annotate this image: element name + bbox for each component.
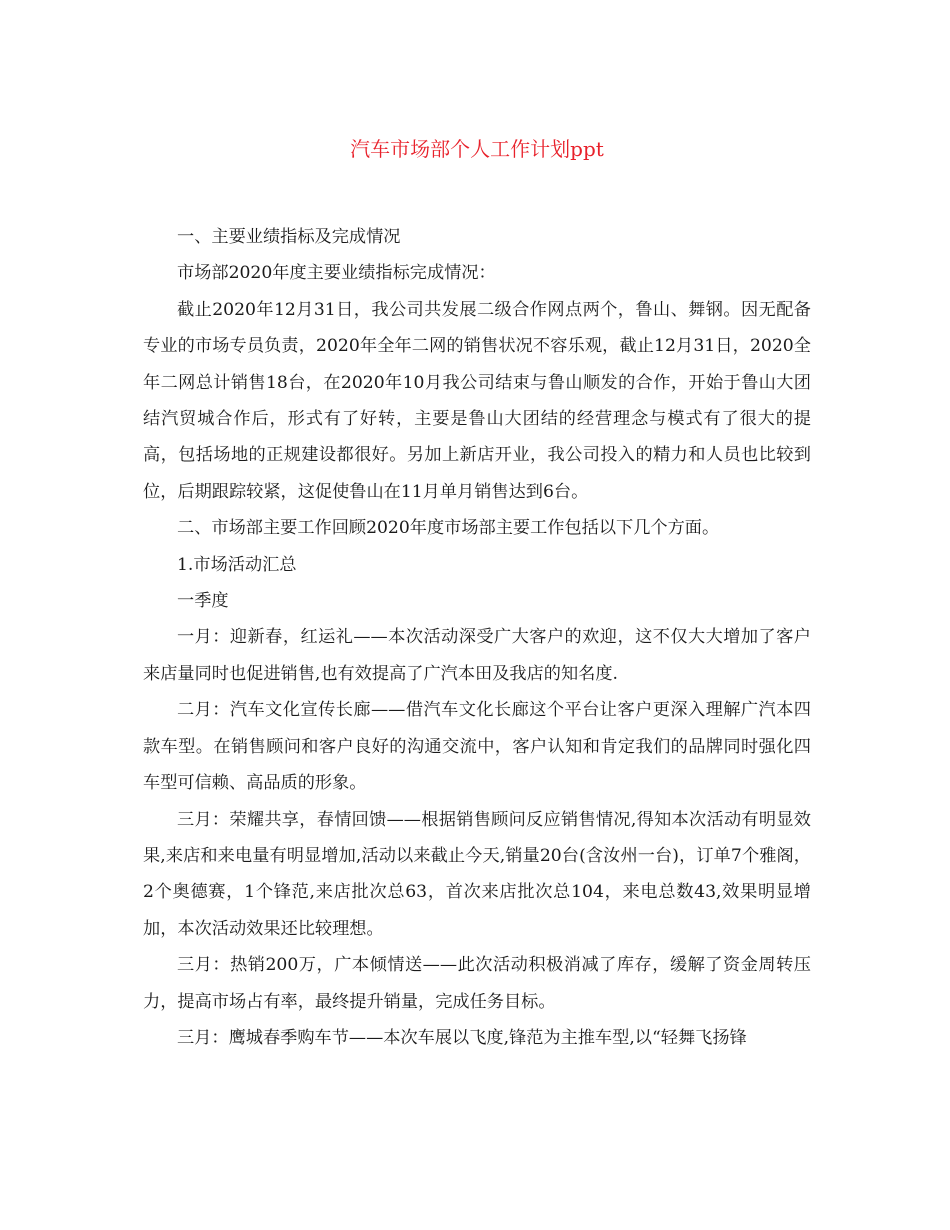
paragraph-section-1-heading: 一、主要业绩指标及完成情况 xyxy=(177,227,401,247)
paragraph-section-2-heading: 二、市场部主要工作回顾2020年度市场部主要工作包括以下几个方面。 xyxy=(177,518,720,539)
paragraph-february: 二月：汽车文化宣传长廊——借汽车文化长廊这个平台让客户更深入理解广汽本四款车型。在销售顾问和客户良好的沟通交流中，客户认知和肯定我们的品牌同时强化四车型可信赖、高品质的形象。 xyxy=(143,700,811,794)
document-body xyxy=(143,219,811,1056)
paragraph-quarter-1: 一季度 xyxy=(177,591,229,612)
document-title: 汽车市场部个人工作计划ppt xyxy=(350,137,604,161)
paragraph-activity-summary: 1.市场活动汇总 xyxy=(177,554,297,575)
paragraph-march-3: 三月：鹰城春季购车节——本次车展以飞度,锋范为主推车型,以“轻舞飞扬锋 xyxy=(177,1027,747,1048)
paragraph-march-2: 三月：热销200万，广本倾情送——此次活动积极消减了库存，缓解了资金周转压力，提高市场占有率，最终提升销量，完成任务目标。 xyxy=(143,955,811,1012)
paragraph-kpi-detail: 截止2020年12月31日，我公司共发展二级合作网点两个，鲁山、舞钢。因无配备专业的市场专员负责，2020年全年二网的销售状况不容乐观，截止12月31日，2020全年二网总计销售18台，在2020年10月我公司结束与鲁山顺发的合作，开始于鲁山大团结汽贸城合作后，形式有了好转，主要是鲁山大团结的经营理念与模式有了很大的提高，包括场地的正规建设都很好。另加上新店开业，我公司投入的精力和人员也比较到位，后期跟踪较紧，这促使鲁山在11月单月销售达到6台。 xyxy=(143,299,811,502)
paragraph-january: 一月：迎新春，红运礼——本次活动深受广大客户的欢迎，这不仅大大增加了客户来店量同时也促进销售,也有效提高了广汽本田及我店的知名度. xyxy=(143,627,811,684)
paragraph-march-1: 三月：荣耀共享，春情回馈——根据销售顾问反应销售情况,得知本次活动有明显效果,来店和来电量有明显增加,活动以来截止今天,销量20台(含汝州一台)，订单7个雅阁，2个奥德赛，1个锋范,来店批次总63，首次来店批次总104，来电总数43,效果明显增加，本次活动效果还比较理想。 xyxy=(143,809,811,939)
paragraph-kpi-intro: 市场部2020年度主要业绩指标完成情况： xyxy=(177,263,496,284)
